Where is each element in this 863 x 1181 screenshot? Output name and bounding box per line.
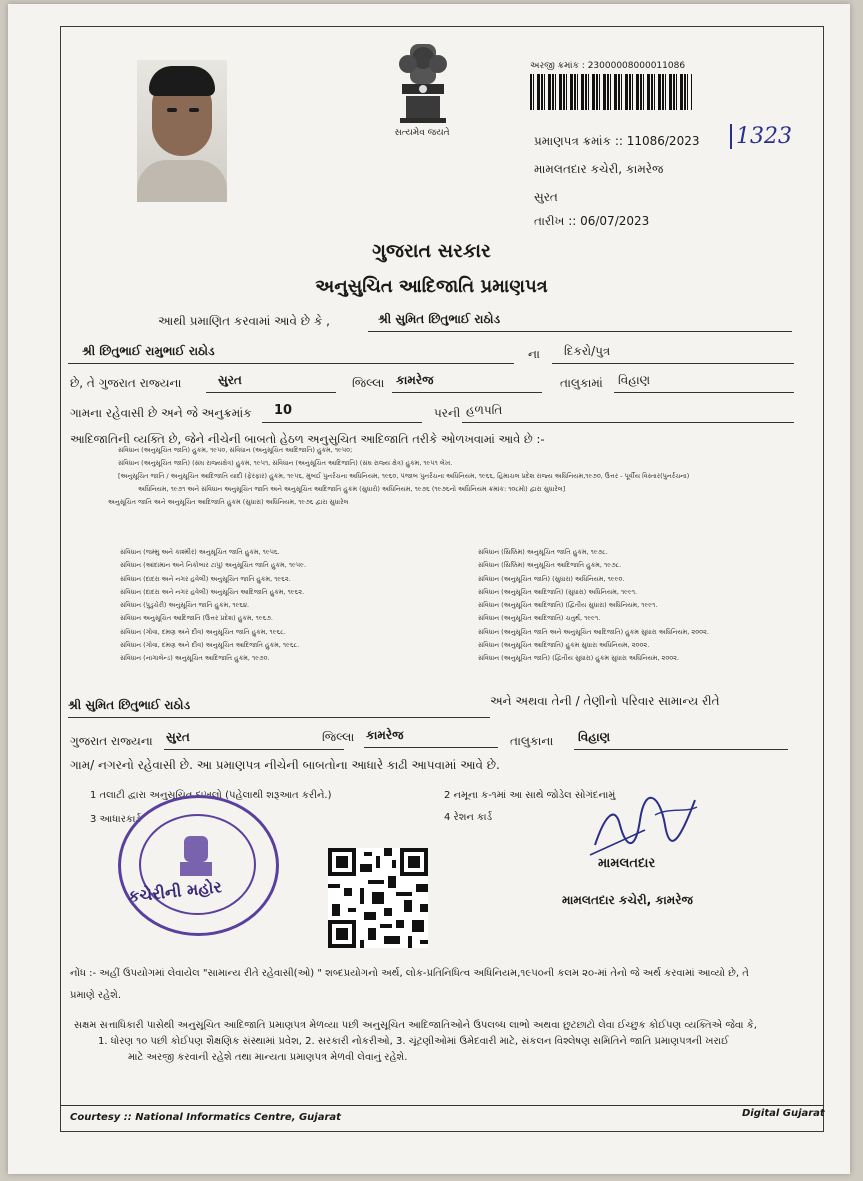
act-item: સંવિધાન (પુડુચેરી) અનુસૂચિત જાતિ હુકમ, ૧૯૬૪. [120,601,250,610]
act-item: સંવિધાન (ગોવા, દમણ અને દીવ) અનુસૂચિત જાતિ હુકમ, ૧૯૬૮. [120,627,286,636]
village-name: વિહાણ [614,373,794,393]
order-line: અનુસૂચિત જાતિ અને અનુસૂચિત આદિજાતિ હુકમ (સુધારા) અધિનિયમ, ૧૯૭૬ દ્વારા સુધારેલ [108,498,349,506]
state-prefix: છે, તે ગુજરાત રાજ્યના [70,376,182,390]
family-text: અને અથવા તેની / તેણીનો પરિવાર સામાન્ય રીતે [490,694,720,708]
order-line: સંવિધાન (અનુસૂચિત જાતિ) (સંઘ રાજ્યક્ષેત્ર) હુકમ, ૧૯૫૧, સંવિધાન (અનુસૂચિત આદિજાતિ) (સંઘ રાજ્ય ક્ષેત્ર) હુકમ, ૧૯૫૧ લેખ. [118,459,453,467]
signatory-title: મામલતદાર [598,856,656,871]
act-item: સંવિધાન (નાગાલેન્ડ) અનુસૂચિત આદિજાતિ હુકમ, ૧૯૭૦. [120,654,270,663]
act-item: સંવિધાન (અનુસૂચિત આદિજાતિ) (સુધારા) અધિનિયમ, ૧૯૯૧. [478,587,638,596]
footer-divider [60,1105,824,1106]
act-item: સંવિધાન (દાદરા અને નગર હવેલી) અનુસૂચિત જાતિ હુકમ, ૧૯૬૨. [120,574,291,583]
act-item: સંવિધાન (અનુસૂચિત આદિજાતિ) ચતુર્થ, ૧૯૯૧. [478,614,601,623]
handwritten-number: 1323 [730,124,792,149]
taluka-label: તાલુકામાં [560,376,603,390]
tribe-name: હળપતિ [462,403,794,423]
resident-prefix: ગામના રહેવાસી છે અને જે અનુક્રમાંક [70,406,252,420]
barcode [530,74,692,110]
signature-scribble [585,785,705,860]
district-name-2: સુરત [164,730,344,750]
village-name-2: વિહાણ [574,730,788,750]
certified-person-name: શ્રી સુમિત છિતુભાઈ રાઠોડ [368,312,792,332]
act-item: સંવિધાન (દાદરા અને નગર હવેલી) અનુસૂચિત આદિજાતિ હુકમ, ૧૯૬૨. [120,587,305,596]
purpose-block [74,1018,814,1066]
doc-item: 2 નમૂના ક-૧માં આ સાથે જોડેલ સોગંદનામું [444,790,616,801]
order-line: સંવિધાન (અનુસૂચિત જાતિ) હુકમ, ૧૯૫૦, સંવિધાન (અનુસૂચિત આદિજાતિ) હુકમ, ૧૯૫૦; [118,446,353,454]
act-item: સંવિધાન (આંદામાન અને નિકોબાર ટાપુ) અનુસૂચિત જાતિ હુકમ, ૧૯૫૯. [120,561,307,570]
seal-text: કચેરીની મહોર [127,877,223,906]
footer-courtesy: Courtesy :: National Informatics Centre, Gujarat [70,1112,341,1123]
government-title: ગુજરાત સરકાર [372,240,491,262]
state-prefix-2: ગુજરાત રાજ્યના [70,734,153,748]
basis-line: ગામ/ નગરનો રહેવાસી છે. આ પ્રમાણપત્ર નીચેની બાબતોના આધારે કાઢી આપવામાં આવે છે. [70,758,500,772]
act-item: સંવિધાન (ગોવા, દમણ અને દીવ) અનુસૂચિત આદિજાતિ હુકમ, ૧૯૬૮. [120,641,300,650]
taluka-name: કામરેજ [392,373,542,393]
act-item: સંવિધાન (સિક્કિમ) અનુસૂચિત આદિજાતિ હુકમ, ૧૯૭૮. [478,561,622,570]
issuing-city: સુરત [534,190,558,204]
purpose-item-continuation: માટે અરજી કરવાની રહેશે તથા માન્યતા પ્રમાણપત્ર મેળવી લેવાનું રહેશે. [128,1052,408,1063]
district-label: જિલ્લા [352,376,385,390]
district-name: સુરત [206,373,336,393]
parni-label: પરની [434,406,461,420]
footer-brand: Digital Gujarat [742,1108,825,1119]
qr-code [328,848,428,948]
acts-left-column [120,546,450,666]
signatory-office: મામલતદાર કચેરી, કામરેજ [562,893,693,907]
act-item: સંવિધાન (અનુસૂચિત જાતિ) (દ્વિતીય સુધારા) હુકમ સુધારા અધિનિયમ, ૨૦૦૨. [478,654,680,663]
doc-item: 3 આધારકાર્ડ [90,814,141,825]
national-emblem-icon [388,40,458,130]
certificate-title: અનુસુચિત આદિજાતિ પ્રમાણપત્ર [315,276,548,297]
taluka-name-2: કામરેજ [364,728,498,748]
taluka-label-2: તાલુકાના [510,734,554,748]
purpose-item: 1. ધોરણ ૧૦ પછી કોઈપણ શૈક્ષણિક સંસ્થામાં પ્રવેશ, 2. સરકારી નોકરીઓ, 3. ચૂંટણીઓમાં ઉમેદવારી માટે, સંકલન વિશ્લેષણ સમિતિને જાતિ પ્રમાણપત્રની ખરાઈ [98,1036,729,1047]
act-item: સંવિધાન (અનુસૂચિત જાતિ અને અનુસૂચિત આદિજાતિ) હુકમ સુધારા અધિનિયમ, ૨૦૦૨. [478,627,709,636]
note-text: નોંધ :- અહીં ઉપયોગમાં લેવાયેલ "સામાન્ય રીતે રહેવાસી(ઓ) " શબ્દપ્રયોગનો અર્થ, લોક-પ્રતિનિધિત્વ અધિનિયમ,૧૯૫૦ની કલમ ૨૦-માં તેનો જે અર્થ કરવામાં આવ્યો છે, તે [70,968,749,979]
father-name: શ્રી છિતુભાઈ રામુભાઈ રાઠોડ [68,344,514,364]
certify-prefix: આથી પ્રમાણિત કરવામાં આવે છે કે , [158,314,330,328]
order-line: [અનુસૂચિત જાતિ / અનુસૂચિત આદિજાતિ યાદી (ફેરફાર) હુકમ, ૧૯૫૬, મુંબઈ પુનર્રચના અધિનિયમ, ૧૯૬૦, પંજાબ પુનર્રચના અધિનિયમ, ૧૯૬૬, હિમાચલ પ્રદેશ રાજ્ય અધિનિયમ,૧૯૭૦, ઉત્તર - પૂર્વીય વિસ્તાર(પુનર્રચના) [118,472,690,480]
tribe-description: આદિજાતિની વ્યક્તિ છે, જેને નીચેની બાબતો હેઠળ અનુસુચિત આદિજાતિ તરીકે ઓળખવામાં આવે છે :- [70,432,545,446]
note-continuation: પ્રમાણે રહેશે. [70,990,122,1001]
act-item: સંવિધાન (જમ્મુ અને કાશ્મીર) અનુસૂચિત જાતિ હુકમ, ૧૯૫૬. [120,548,280,556]
doc-item: 4 રેશન કાર્ડ [444,812,493,823]
emblem-motto: સત્યમેવ જયતે [394,128,450,138]
serial-number: 10 [262,403,422,423]
act-item: સંવિધાન (અનુસૂચિત આદિજાતિ) (દ્વિતીય સુધારા) અધિનિયમ, ૧૯૯૧. [478,601,658,610]
relation: દિકરો/પુત્ર [552,344,794,364]
order-line: અધિનિયમ, ૧૯૭૧ અને સંવિધાન અનુસૂચિત જાતિ અને અનુસૂચિત આદિજાતિ હુકમ (સુધારો) અધિનિયમ, ૧૯૭૬ (૧૯૭૬નો અધિનિયમ ક્રમાંક: ૧૦૮મો) દ્વારા સુધારેલ] [138,485,566,493]
certificate-number: પ્રમાણપત્ર ક્રમાંક :: 11086/2023 [534,134,700,148]
district-label-2: જિલ્લા [322,730,355,744]
seal-emblem-icon [168,832,224,882]
act-item: સંવિધાન (અનુસૂચિત આદિજાતિ) હુકમ સુધારા અધિનિયમ, ૨૦૦૨. [478,641,650,650]
issue-date: તારીખ :: 06/07/2023 [534,214,650,228]
doc-item: 1 તલાટી દ્વારા અનુસૂચિત દાખલો (પહેલાથી શરૂઆત કરીને.) [90,790,332,801]
na-label: ના [528,347,540,361]
issuing-office: મામલતદાર કચેરી, કામરેજ [534,162,664,176]
act-item: સંવિધાન (સિક્કિમ) અનુસૂચિત જાતિ હુકમ, ૧૯૭૮. [478,548,608,556]
applicant-photo [137,60,227,202]
purpose-line: સક્ષમ સત્તાધિકારી પાસેથી અનુસૂચિત આદિજાતિ પ્રમાણપત્ર મેળવ્યા પછી અનુસૂચિત આદિજાતિઓને ઉપલબ્ધ લાભો અથવા છુટછાટો લેવા ઈચ્છુક કોઈપણ વ્યક્તિએ જેવા કે, [74,1020,757,1031]
acts-right-column [478,546,808,666]
order-lines [108,444,798,509]
note [70,966,810,1004]
act-item: સંવિધાન (અનુસૂચિત જાતિ) (સુધારા) અધિનિયમ, ૧૯૯૦. [478,574,625,583]
application-number: અરજી ક્રમાંક : 23000008000011086 [530,61,686,71]
person-name: શ્રી સુમિત છિતુભાઈ રાઠોડ [68,698,490,718]
act-item: સંવિધાન અનુસૂચિત આદિજાતિ (ઉત્તર પ્રદેશ) હુકમ, ૧૯૬૭. [120,614,273,623]
